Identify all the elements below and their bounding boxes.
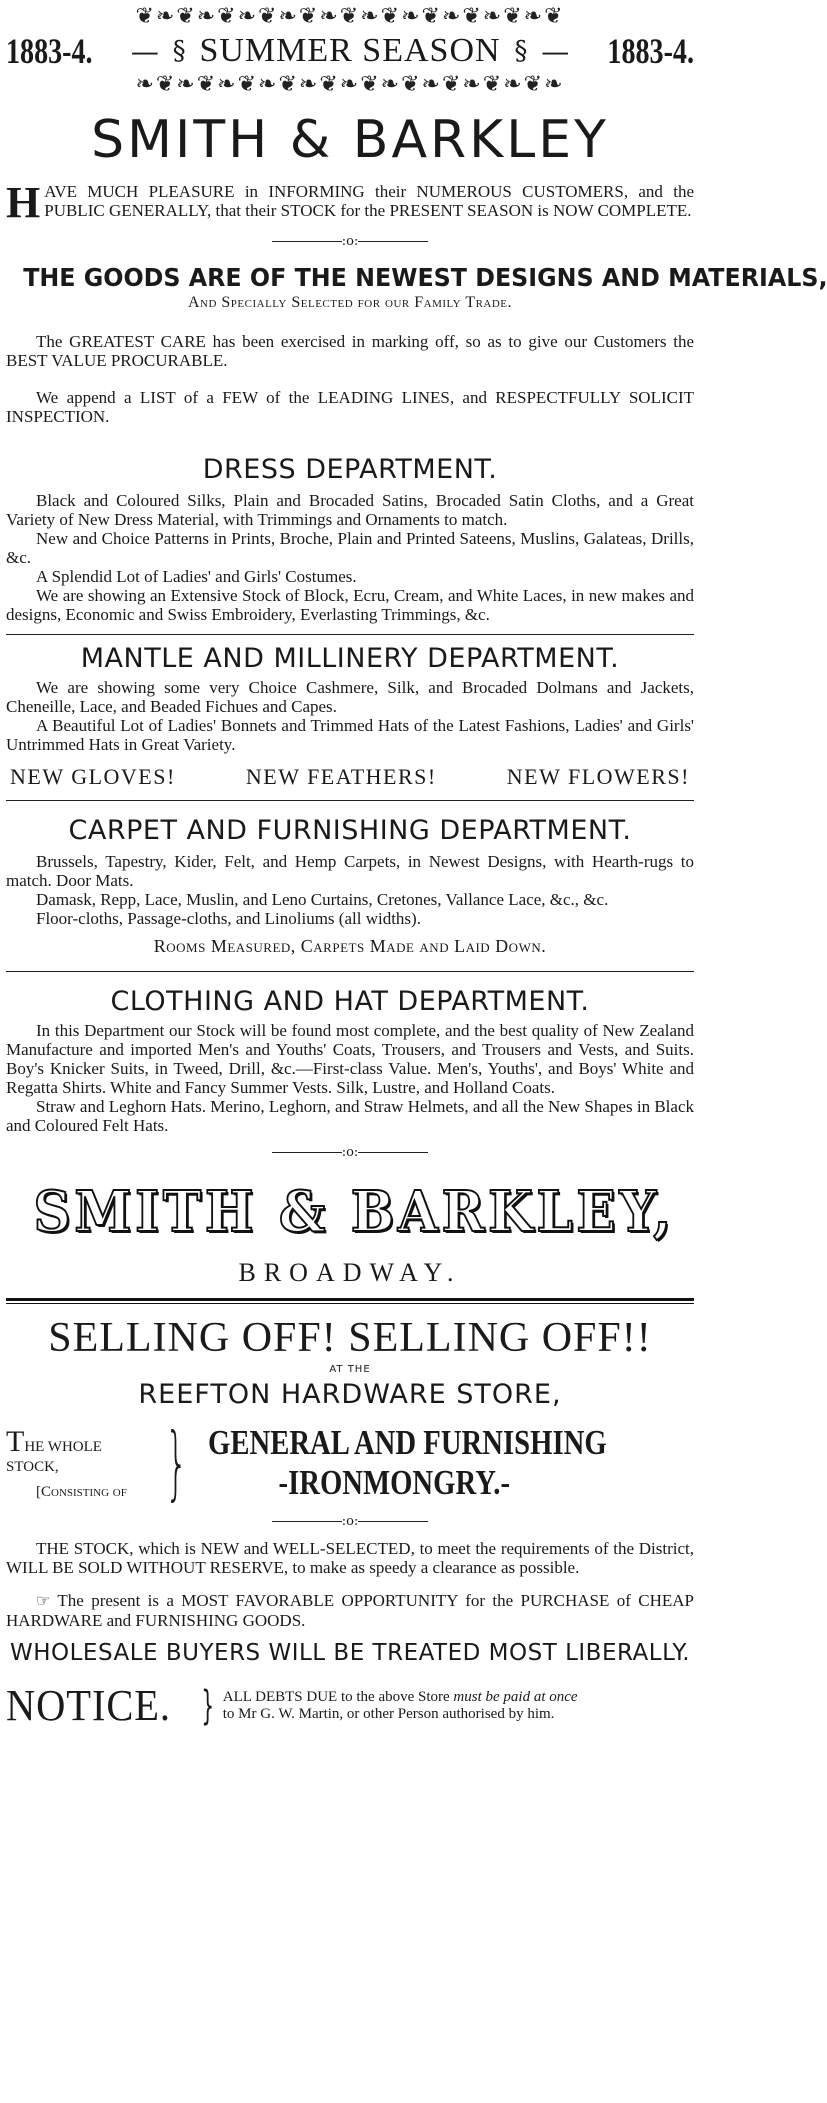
carpet-paragraph: Damask, Repp, Lace, Muslin, and Leno Curtains, Cretones, Vallance Lace, &c., &c. <box>36 890 609 909</box>
stock-dropcap: T <box>6 1425 25 1458</box>
dress-paragraph: We are showing an Extensive Stock of Block, Ecru, Cream, and White Laces, in new makes and designs, Economic and Swiss Embroidery, Everlasting Trimmings, &c. <box>6 586 694 624</box>
thin-rule <box>6 1303 694 1304</box>
pointing-hand-icon: ☞ <box>36 1593 51 1610</box>
clothing-paragraph: In this Department our Stock will be found most complete, and the best quality of New Zealand Manufacture and imported Men's and Youths' Coats, Trousers, and Trousers and Vests, and Suits. Boy's Knicker Suits, in Tweed, Drill, &c.—First-class Value. Men's, Youths', and Boys' White and Regatta Shirts. White and Fancy Summer Vests. Silk, Lustre, and Holland Coats. <box>6 1021 694 1097</box>
dress-paragraph: A Splendid Lot of Ladies' and Girls' Costumes. <box>36 567 357 586</box>
advertisement-page <box>0 4 827 2103</box>
dress-paragraph: New and Choice Patterns in Prints, Broche, Plain and Printed Sateens, Muslins, Galateas, Drills, &c. <box>6 529 694 567</box>
dress-body <box>6 491 694 624</box>
footer-location: BROADWAY. <box>238 1258 462 1287</box>
goods-paragraph: We append a LIST of a FEW of the LEADING LINES, and RESPECTFULLY SOLICIT INSPECTION. <box>6 388 694 426</box>
divider: :o: <box>6 1514 694 1529</box>
season-title: SUMMER SEASON <box>199 32 501 69</box>
stock-block <box>6 1416 694 1509</box>
new-item: NEW FLOWERS! <box>506 764 690 789</box>
new-item: NEW FEATHERS! <box>245 764 437 789</box>
at-the-label: AT THE <box>329 1364 371 1375</box>
dress-heading: DRESS DEPARTMENT. <box>202 454 498 485</box>
dash-right: — <box>541 34 570 68</box>
heavy-rule <box>6 1298 694 1301</box>
store-name: REEFTON HARDWARE STORE, <box>138 1379 562 1410</box>
mantle-paragraph: A Beautiful Lot of Ladies' Bonnets and Trimmed Hats of the Latest Fashions, Ladies' and Girls' Untrimmed Hats in Great Variety. <box>6 716 694 754</box>
goods-paragraph: The GREATEST CARE has been exercised in marking off, so as to give our Customers the BEST VALUE PROCURABLE. <box>6 332 694 370</box>
firm-name: SMITH & BARKLEY <box>91 110 609 170</box>
mantle-paragraph: We are showing some very Choice Cashmere, Silk, and Brocaded Dolmans and Jackets, Cheneille, Lace, and Beaded Fichues and Capes. <box>6 678 694 716</box>
dash-left: — <box>130 34 159 68</box>
new-items-line <box>6 764 694 790</box>
dress-paragraph: Black and Coloured Silks, Plain and Brocaded Satins, Brocaded Satin Cloths, and a Great Variety of New Dress Material, with Trimmings and Ornaments to match. <box>6 491 694 529</box>
goods-subheading: And Specially Selected for our Family Trade. <box>187 294 513 311</box>
ornament-border-top: ❦❧❦❧❦❧❦❧❦❧❦❧❦❧❦❧❦❧❦❧❦ <box>135 4 565 29</box>
brace-icon: } <box>201 1682 215 1729</box>
carpet-note: Rooms Measured, Carpets Made and Laid Down. <box>153 936 547 956</box>
consisting-label: [Consisting of <box>36 1484 127 1500</box>
stock-line: -IRONMONGRY.- <box>278 1463 510 1502</box>
divider: :o: <box>6 234 694 249</box>
intro-text: AVE MUCH PLEASURE in INFORMING their NUMEROUS CUSTOMERS, and the PUBLIC GENERALLY, that their STOCK for the PRESENT SEASON is NOW COMPLETE. <box>44 182 694 220</box>
hardware-paragraph: THE STOCK, which is NEW and WELL-SELECTED, to meet the requirements of the District, WILL BE SOLD WITHOUT RESERVE, to make as speedy a clearance as possible. <box>6 1539 694 1577</box>
wholesale-line: WHOLESALE BUYERS WILL BE TREATED MOST LIBERALLY. <box>9 1640 691 1666</box>
stock-left <box>6 1425 145 1501</box>
scroll-left-icon: § <box>172 36 186 66</box>
clothing-paragraph: Straw and Leghorn Hats. Merino, Leghorn, and Straw Helmets, and all the New Shapes in Black and Coloured Felt Hats. <box>6 1097 694 1135</box>
year-left: 1883-4. <box>6 31 93 71</box>
mantle-heading: MANTLE AND MILLINERY DEPARTMENT. <box>80 643 620 674</box>
stock-right <box>208 1423 607 1503</box>
carpet-heading: CARPET AND FURNISHING DEPARTMENT. <box>68 815 632 846</box>
carpet-paragraph: Brussels, Tapestry, Kider, Felt, and Hemp Carpets, in Newest Designs, with Hearth-rugs to match. Door Mats. <box>6 852 694 890</box>
footer-firm-name: SMITH & BARKLEY, <box>33 1179 675 1245</box>
divider: :o: <box>6 1145 694 1160</box>
section-rule <box>6 971 694 972</box>
mantle-body <box>6 678 694 754</box>
goods-body <box>6 332 694 426</box>
clothing-body <box>6 1021 694 1135</box>
season-banner <box>6 28 694 74</box>
section-rule <box>6 800 694 801</box>
goods-heading: THE GOODS ARE OF THE NEWEST DESIGNS AND MATERIALS, <box>23 263 827 292</box>
drop-cap: H <box>6 178 41 227</box>
selling-off-heading: SELLING OFF! SELLING OFF!! <box>48 1315 652 1361</box>
scroll-right-icon: § <box>514 36 528 66</box>
stock-label: HE WHOLE STOCK, <box>6 1439 102 1475</box>
year-right: 1883-4. <box>607 31 694 71</box>
new-item: NEW GLOVES! <box>10 764 176 789</box>
carpet-paragraph: Floor-cloths, Passage-cloths, and Linoliums (all widths). <box>36 909 421 928</box>
carpet-body <box>6 852 694 928</box>
notice-text: ALL DEBTS DUE to the above Store must be paid at once to Mr G. W. Martin, or other Person authorised by him. <box>222 1688 578 1722</box>
intro-paragraph <box>6 178 694 227</box>
notice-label: NOTICE. <box>6 1681 171 1730</box>
ornament-border-bottom: ❧❦❧❦❧❦❧❦❧❦❧❦❧❦❧❦❧❦❧❦❧ <box>135 72 565 97</box>
section-rule <box>6 634 694 635</box>
brace-icon: } <box>164 1416 188 1509</box>
hardware-body <box>6 1539 694 1630</box>
notice-block <box>6 1680 694 1731</box>
hardware-paragraph: ☞ The present is a MOST FAVORABLE OPPORTUNITY for the PURCHASE of CHEAP HARDWARE and FURNISHING GOODS. <box>6 1591 694 1630</box>
stock-line: GENERAL AND FURNISHING <box>207 1423 607 1462</box>
clothing-heading: CLOTHING AND HAT DEPARTMENT. <box>110 986 590 1017</box>
